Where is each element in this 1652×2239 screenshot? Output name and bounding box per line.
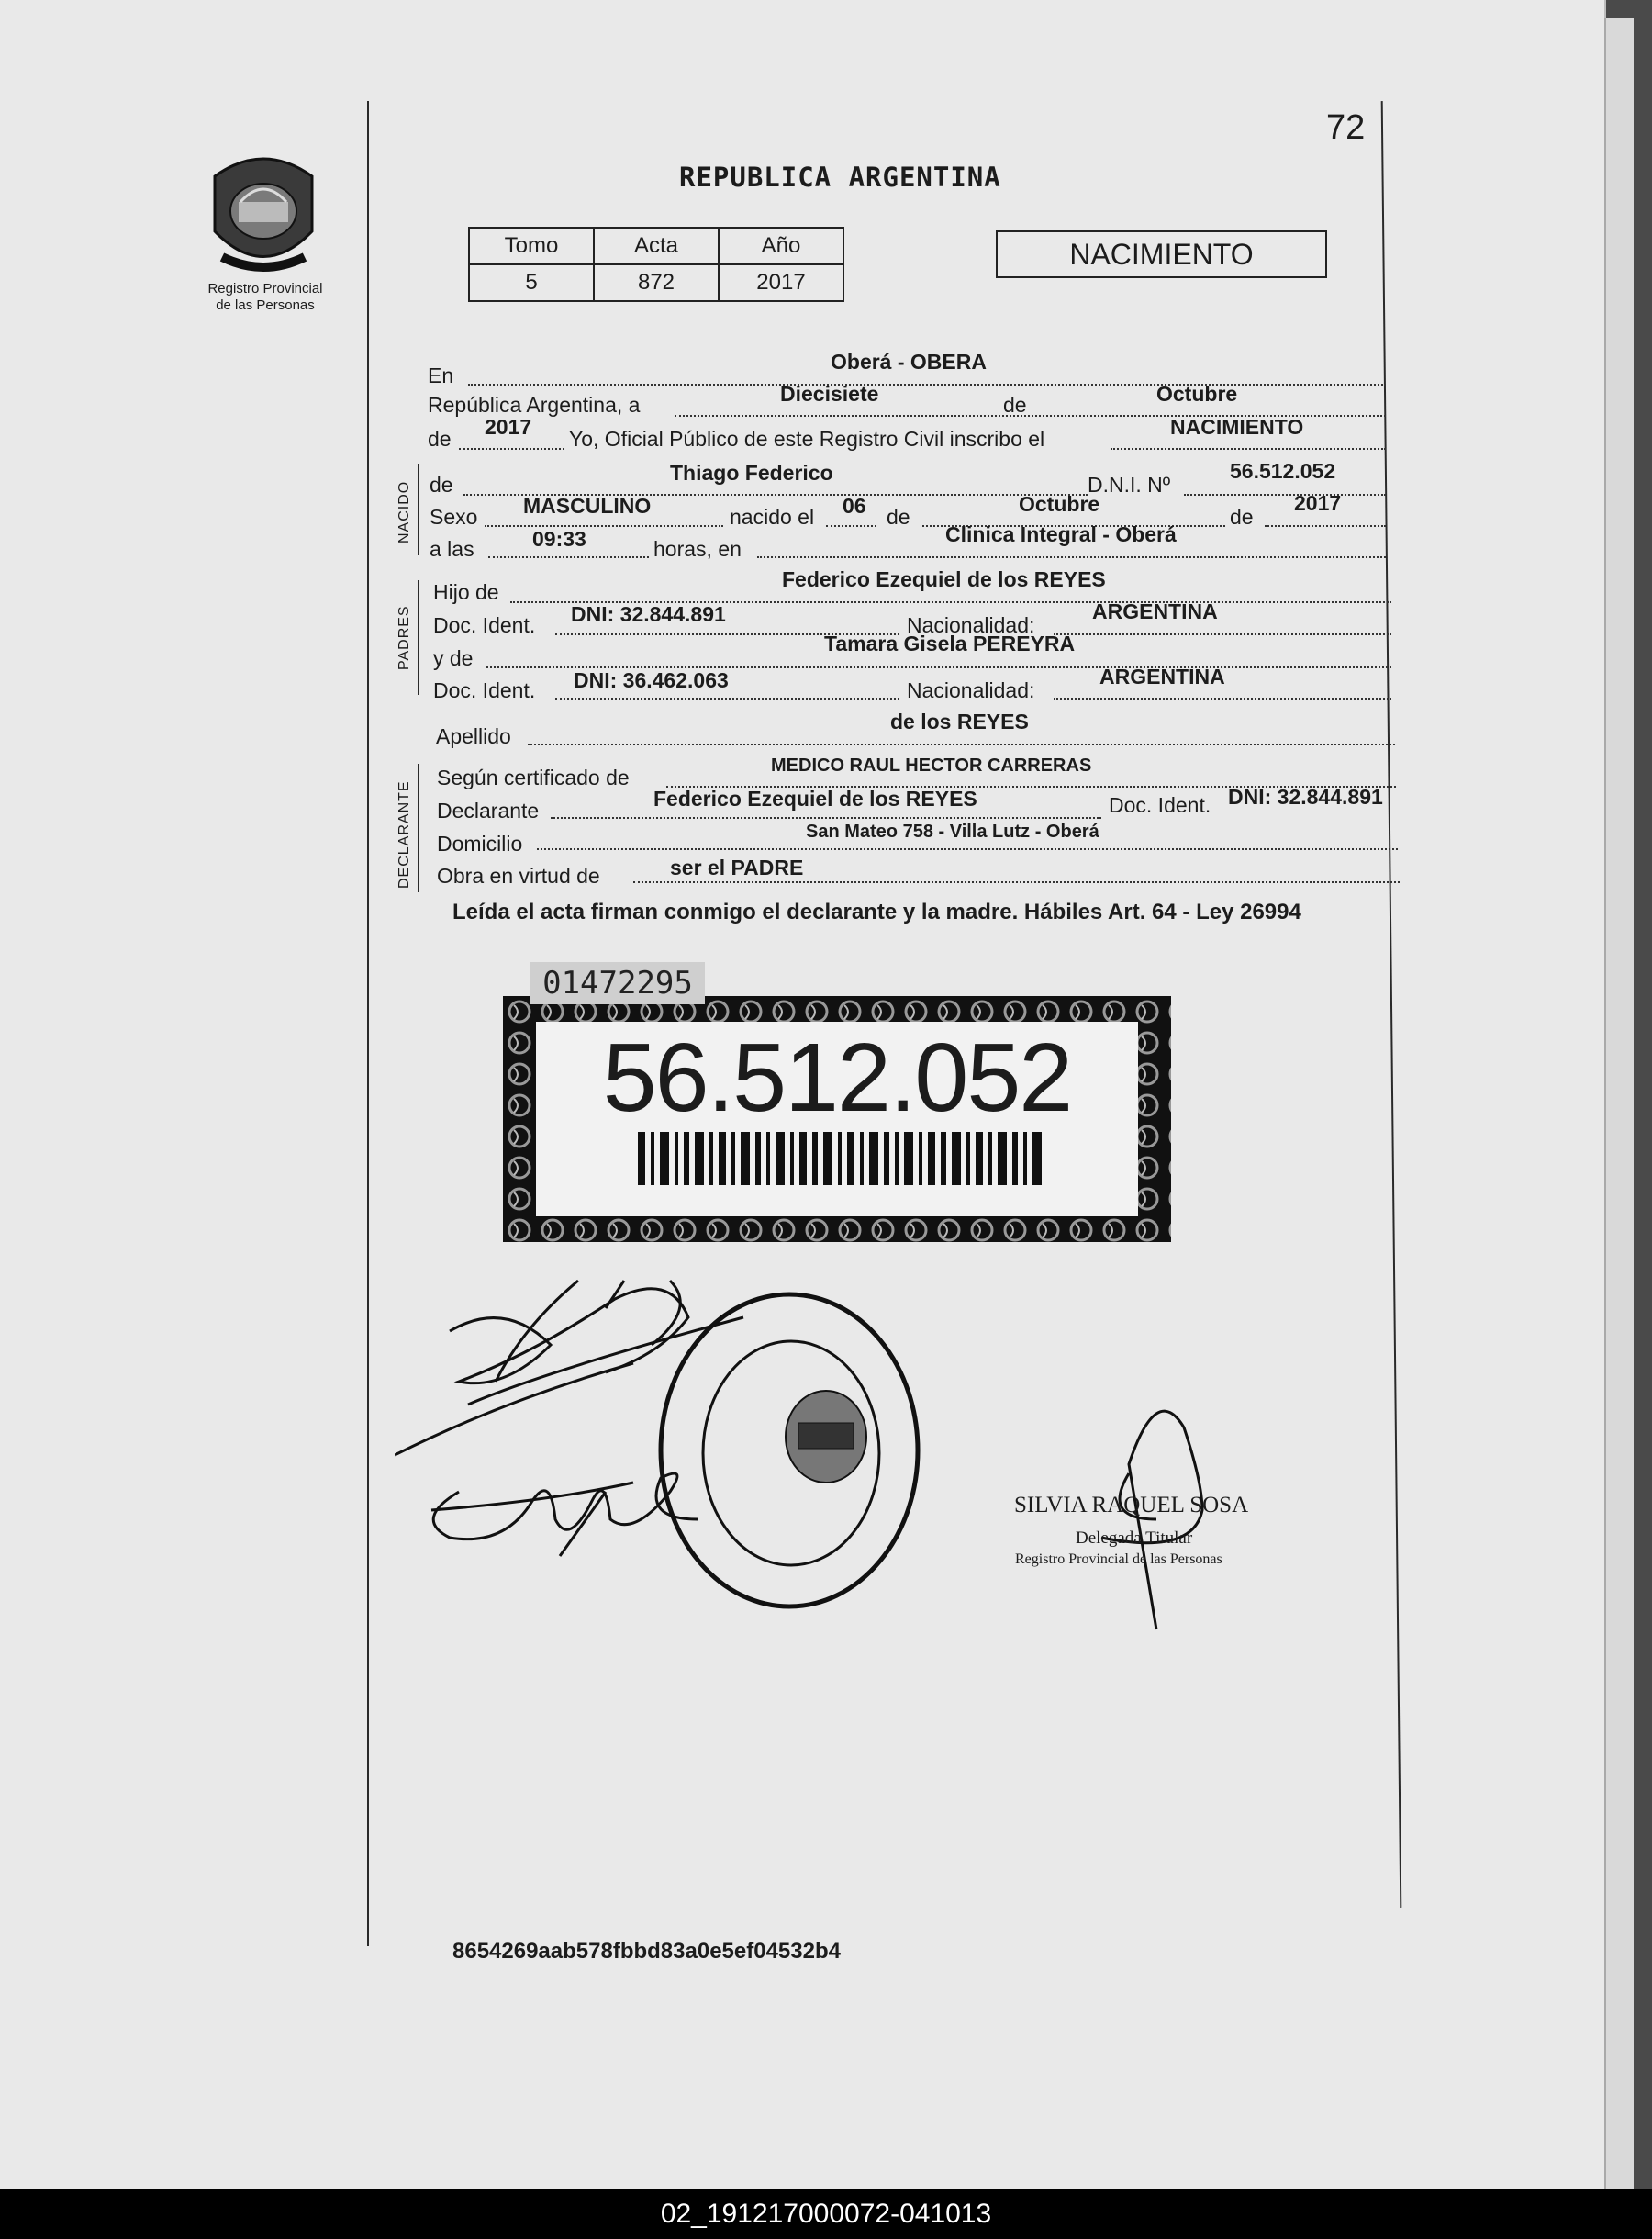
declarante-dotted-line — [551, 817, 1101, 819]
declarant-capacity: ser el PADRE — [670, 856, 804, 879]
declarant-doc: DNI: 32.844.891 — [1228, 785, 1383, 809]
barcode — [638, 1132, 1046, 1185]
en-label: En — [428, 364, 454, 387]
birth-month: Octubre — [1019, 492, 1100, 516]
declarant-address: San Mateo 758 - Villa Lutz - Oberá — [806, 822, 1099, 842]
birth-year-dotted-line — [1265, 525, 1386, 527]
declarante-section-label: DECLARANTE — [396, 780, 412, 889]
birth-year: 2017 — [1294, 491, 1342, 515]
document-hash: 8654269aab578fbbd83a0e5ef04532b4 — [452, 1939, 841, 1964]
father-name: Federico Ezequiel de los REYES — [782, 567, 1106, 591]
value-acta: 872 — [594, 264, 719, 301]
year-dotted-line — [459, 448, 564, 450]
father-nat-dotted-line — [1054, 633, 1391, 635]
record-reference-table — [468, 227, 844, 302]
birth-day: 06 — [843, 494, 866, 518]
registration-place: Oberá - OBERA — [831, 350, 987, 374]
dni-dotted-line — [1184, 494, 1386, 496]
closing-note: Leída el acta firman conmigo el declarante y la madre. Hábiles Art. 64 - Ley 26994 — [452, 900, 1301, 924]
father-doc: DNI: 32.844.891 — [571, 602, 726, 626]
sexo-dotted-line — [485, 525, 723, 527]
mother-nat-dotted-line — [1054, 698, 1391, 700]
registration-statement: Yo, Oficial Público de este Registro Civil inscribo el — [569, 427, 1045, 451]
declarante-bracket — [418, 764, 419, 892]
nacido-el-label: nacido el — [730, 505, 815, 529]
sexo-label: Sexo — [430, 505, 478, 529]
header-tomo: Tomo — [469, 228, 594, 264]
obra-dotted-line — [633, 881, 1400, 883]
birth-time: 09:33 — [532, 527, 586, 551]
birth-de-label: de — [887, 505, 910, 529]
medical-certificate: MEDICO RAUL HECTOR CARRERAS — [771, 756, 1092, 776]
child-dni: 56.512.052 — [1230, 459, 1336, 483]
de-year-label: de — [428, 427, 452, 451]
header-ano: Año — [719, 228, 843, 264]
official-role: Delegada Titular — [1076, 1528, 1193, 1548]
dni-sticker-number: 56.512.052 — [602, 1024, 1072, 1132]
registration-day: Diecisiete — [780, 382, 879, 406]
apellido-dotted-line — [528, 744, 1395, 745]
father-doc-label: Doc. Ident. — [433, 613, 536, 637]
registry-caption — [189, 281, 341, 314]
registry-caption-line1: Registro Provincial — [207, 281, 323, 297]
provincial-coat-of-arms-logo — [204, 149, 323, 277]
birth-de-year-label: de — [1230, 505, 1254, 529]
dni-label: D.N.I. Nº — [1088, 473, 1171, 497]
page-edge — [1604, 18, 1634, 2189]
declarant-name: Federico Ezequiel de los REYES — [653, 787, 977, 811]
child-name: Thiago Federico — [670, 461, 833, 485]
mother-nationality-label: Nacionalidad: — [907, 678, 1035, 702]
birth-place: Clinica Integral - Oberá — [945, 522, 1177, 546]
registration-month: Octubre — [1156, 382, 1238, 406]
apellido-label: Apellido — [436, 724, 511, 748]
left-margin-line — [367, 101, 369, 1946]
mother-nationality: ARGENTINA — [1099, 665, 1225, 688]
obra-label: Obra en virtud de — [437, 864, 600, 888]
folio-number: 72 — [1326, 108, 1366, 147]
birth-day-dotted-line — [826, 525, 876, 527]
republica-label: República Argentina, a — [428, 393, 641, 417]
registered-event: NACIMIENTO — [1170, 415, 1304, 439]
certificate-label: Según certificado de — [437, 766, 630, 789]
value-ano: 2017 — [719, 264, 843, 301]
record-table-value-row — [469, 264, 843, 301]
value-tomo: 5 — [469, 264, 594, 301]
official-registry: Registro Provincial de las Personas — [1015, 1551, 1222, 1567]
country-heading: REPUBLICA ARGENTINA — [679, 162, 1001, 193]
y-de-label: y de — [433, 646, 474, 670]
scan-id-bar: 02_191217000072-041013 — [0, 2189, 1652, 2239]
signatures-and-stamp — [395, 1244, 1312, 1657]
domicilio-label: Domicilio — [437, 832, 523, 856]
nacido-de-label: de — [430, 473, 453, 497]
declarant-signature — [395, 1281, 743, 1455]
mother-doc: DNI: 36.462.063 — [574, 668, 729, 692]
header-acta: Acta — [594, 228, 719, 264]
time-dotted-line — [488, 556, 649, 558]
serial-stamp: 01472295 — [530, 962, 705, 1004]
event-dotted-line — [1111, 448, 1386, 450]
hijo-de-label: Hijo de — [433, 580, 499, 604]
father-nationality: ARGENTINA — [1092, 599, 1218, 623]
nacido-section-label: NACIDO — [396, 480, 412, 543]
declarante-label: Declarante — [437, 799, 540, 823]
de-label: de — [1003, 393, 1027, 417]
registry-caption-line2: de las Personas — [216, 297, 315, 313]
mother-doc-label: Doc. Ident. — [433, 678, 536, 702]
declarant-doc-label: Doc. Ident. — [1109, 793, 1211, 817]
registry-stamp — [661, 1294, 918, 1606]
official-signature — [1101, 1411, 1202, 1629]
record-table-header-row — [469, 228, 843, 264]
birth-place-dotted-line — [757, 556, 1386, 558]
a-las-label: a las — [430, 537, 474, 561]
padres-bracket — [418, 580, 419, 695]
surname: de los REYES — [890, 710, 1029, 733]
child-sex: MASCULINO — [523, 494, 652, 518]
mother-doc-dotted-line — [555, 698, 899, 700]
official-name: SILVIA RAQUEL SOSA — [1014, 1493, 1249, 1517]
horas-label: horas, en — [653, 537, 742, 561]
registration-year: 2017 — [485, 415, 532, 439]
padres-section-label: PADRES — [396, 605, 412, 670]
mother-name: Tamara Gisela PEREYRA — [824, 632, 1076, 655]
nacido-bracket — [418, 464, 419, 555]
place-dotted-line — [468, 384, 1386, 386]
father-nationality-label: Nacionalidad: — [907, 613, 1035, 637]
record-type-box: NACIMIENTO — [996, 230, 1327, 278]
domicilio-dotted-line — [537, 848, 1398, 850]
mother-signature — [431, 1473, 698, 1556]
